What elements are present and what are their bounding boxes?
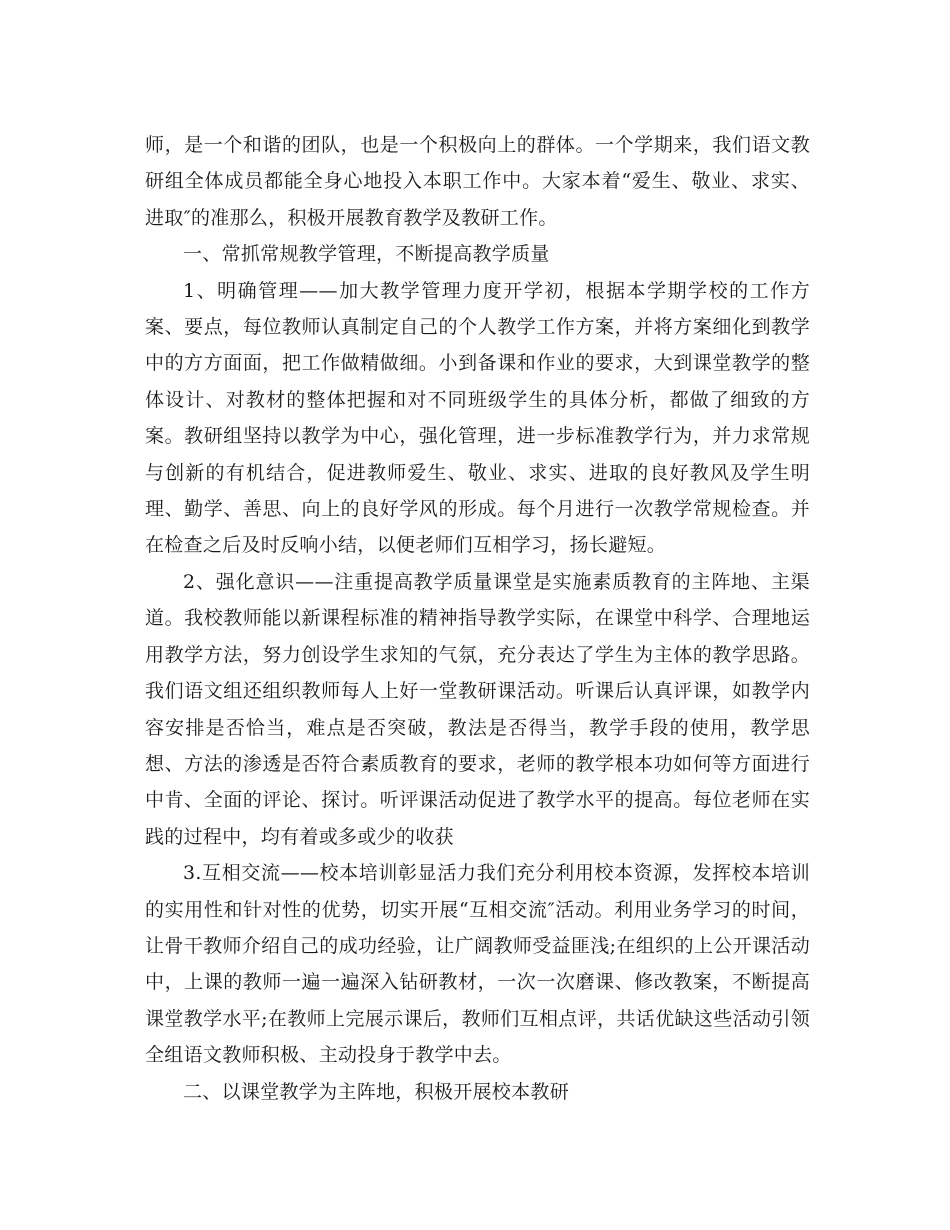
paragraph-management: 1、明确管理——加大教学管理力度开学初，根据本学期学校的工作方案、要点，每位教师认真制定自己的个人教学工作方案，并将方案细化到教学中的方方面面，把工作做精做细。小到备课和作业的要求，大到课堂教学的整体设计、对教材的整体把握和对不同班级学生的具体分析，都做了细致的方案。教研组坚持以教学为中心，强化管理，进一步标准教学行为，并力求常规与创新的有机结合，促进教师爱生、敬业、求实、进取的良好教风及学生明理、勤学、善思、向上的良好学风的形成。每个月进行一次教学常规检查。并在检查之后及时反响小结，以便老师们互相学习，扬长避短。 <box>145 279 810 557</box>
paragraph-intro-continuation: 师，是一个和谐的团队，也是一个积极向上的群体。一个学期来，我们语文教研组全体成员都能全身心地投入本职工作中。大家本着“爱生、敬业、求实、进取″的准那么，积极开展教育教学及教研工作。 <box>145 134 810 229</box>
paragraph-awareness: 2、强化意识——注重提高教学质量课堂是实施素质教育的主阵地、主渠道。我校教师能以新课程标准的精神指导教学实际，在课堂中科学、合理地运用教学方法，努力创设学生求知的气氛，充分表达了学生为主体的教学思路。我们语文组还组织教师每人上好一堂教研课活动。听课后认真评课，如教学内容安排是否恰当，难点是否突破，教法是否得当，教学手段的使用，教学思想、方法的渗透是否符合素质教育的要求，老师的教学根本功如何等方面进行中肯、全面的评论、探讨。听评课活动促进了教学水平的提高。每位老师在实践的过程中，均有着或多或少的收获 <box>145 570 810 848</box>
section-heading-1: 一、常抓常规教学管理，不断提高教学质量 <box>183 243 550 266</box>
paragraph-exchange: 3.互相交流——校本培训彰显活力我们充分利用校本资源，发挥校本培训的实用性和针对性的优势，切实开展“互相交流″活动。利用业务学习的时间，让骨干教师介绍自己的成功经验，让广阔教师受益匪浅;在组织的上公开课活动中，上课的教师一遍一遍深入钻研教材，一次一次磨课、修改教案，不断提高课堂教学水平;在教师上完展示课后，教师们互相点评，共话优缺这些活动引领全组语文教师积极、主动投身于教学中去。 <box>145 862 810 1067</box>
section-heading-2: 二、以课堂教学为主阵地，积极开展校本教研 <box>183 1080 570 1103</box>
document-body <box>145 127 810 1110</box>
